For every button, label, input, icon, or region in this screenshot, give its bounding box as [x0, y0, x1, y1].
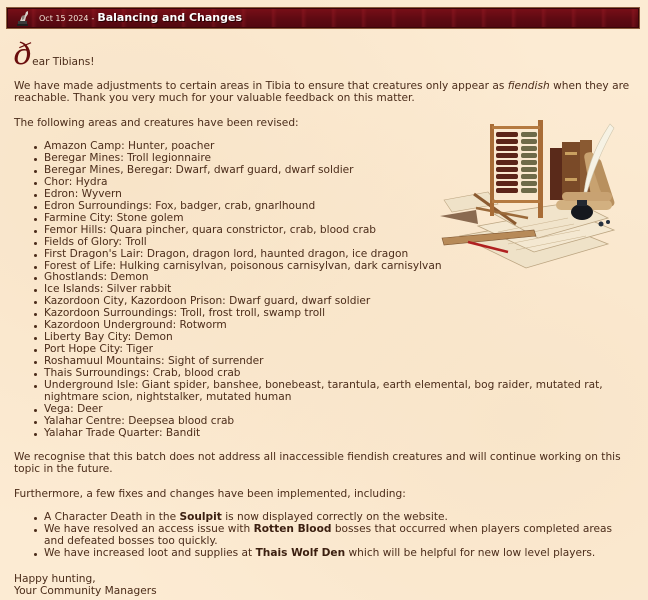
fix-text: A Character Death in the [44, 510, 180, 523]
fix-highlight: Soulpit [179, 510, 222, 523]
fix-text: We have increased loot and supplies at [44, 546, 256, 559]
list-item [44, 548, 634, 560]
signoff-line-1: Happy hunting, [14, 572, 96, 585]
list-item: Thais Surroundings: Crab, blood crab [44, 368, 634, 380]
statue-news-icon [16, 10, 32, 26]
list-item: Beregar Mines, Beregar: Dwarf, dwarf guard, dwarf soldier [44, 165, 444, 177]
revised-areas-list [14, 140, 603, 440]
list-item: Ghostlands: Demon [44, 272, 444, 284]
list-item: Liberty Bay City: Demon [44, 332, 444, 344]
fix-text: We have resolved an access issue with [44, 522, 254, 535]
list-item: Roshamuul Mountains: Sight of surrender [44, 356, 444, 368]
greeting-text: ear Tibians! [32, 56, 95, 68]
fix-text: which will be helpful for new low level players. [345, 546, 596, 559]
recognise-paragraph: We recognise that this batch does not address all inaccessible fiendish creatures and will continue working on this topic in the future. [14, 450, 621, 475]
list-item: Chor: Hydra [44, 177, 444, 189]
list-item: Yalahar Trade Quarter: Bandit [44, 428, 444, 440]
list-item: Amazon Camp: Hunter, poacher [44, 141, 444, 153]
fix-text: is now displayed correctly on the website. [221, 510, 448, 523]
fix-text: bosses that occurred when players completed areas and defeated bosses too quickly. [44, 522, 612, 547]
list-item: Femor Hills: Quara pincher, quara constrictor, crab, blood crab [44, 225, 444, 237]
list-item: Ice Islands: Silver rabbit [44, 284, 444, 296]
list-item: Underground Isle: Giant spider, banshee, bonebeast, tarantula, earth elemental, bog raider, mutated rat, nightmare scion, nightstalker, mutated human [44, 380, 609, 404]
list-item: Farmine City: Stone golem [44, 213, 444, 225]
list-item: Yalahar Centre: Deepsea blood crab [44, 416, 444, 428]
list-item: Vega: Deer [44, 404, 444, 416]
decorative-initial-letter: ð [14, 37, 33, 72]
list-item: Kazordoon City, Kazordoon Prison: Dwarf guard, dwarf soldier [44, 296, 444, 308]
news-header-bar [6, 7, 640, 29]
intro-text-before: We have made adjustments to certain areas in Tibia to ensure that creatures only appear as [14, 80, 508, 92]
signoff [14, 573, 634, 597]
news-title: Balancing and Changes [97, 11, 243, 24]
areas-heading: The following areas and creatures have been revised: [14, 117, 299, 129]
list-item: Kazordoon Underground: Rotworm [44, 320, 444, 332]
list-item [44, 524, 634, 548]
list-item: Edron: Wyvern [44, 189, 444, 201]
list-item: Beregar Mines: Troll legionnaire [44, 153, 444, 165]
greeting [14, 37, 634, 72]
intro-emphasis: fiendish [507, 80, 550, 92]
list-item: Kazordoon Surroundings: Troll, frost troll, swamp troll [44, 308, 444, 320]
intro-paragraph [14, 80, 634, 104]
fixes-list [14, 512, 634, 560]
news-date: Oct 15 2024 [39, 14, 89, 23]
signoff-line-2: Your Community Managers [14, 584, 157, 597]
fix-highlight: Thais Wolf Den [255, 546, 346, 559]
intro-text-after: when they are reachable. Thank you very much for your valuable feedback on this matter. [14, 80, 630, 104]
list-item: Port Hope City: Tiger [44, 344, 444, 356]
list-item: Edron Surroundings: Fox, badger, crab, gnarlhound [44, 201, 444, 213]
list-item: Forest of Life: Hulking carnisylvan, poisonous carnisylvan, dark carnisylvan [44, 261, 444, 273]
article-body [14, 37, 634, 597]
fix-highlight: Rotten Blood [253, 522, 332, 535]
news-separator: - [91, 14, 95, 23]
fixes-heading: Furthermore, a few fixes and changes have been implemented, including: [14, 487, 406, 500]
list-item: First Dragon's Lair: Dragon, dragon lord, haunted dragon, ice dragon [44, 249, 444, 261]
list-item: Fields of Glory: Troll [44, 237, 444, 249]
